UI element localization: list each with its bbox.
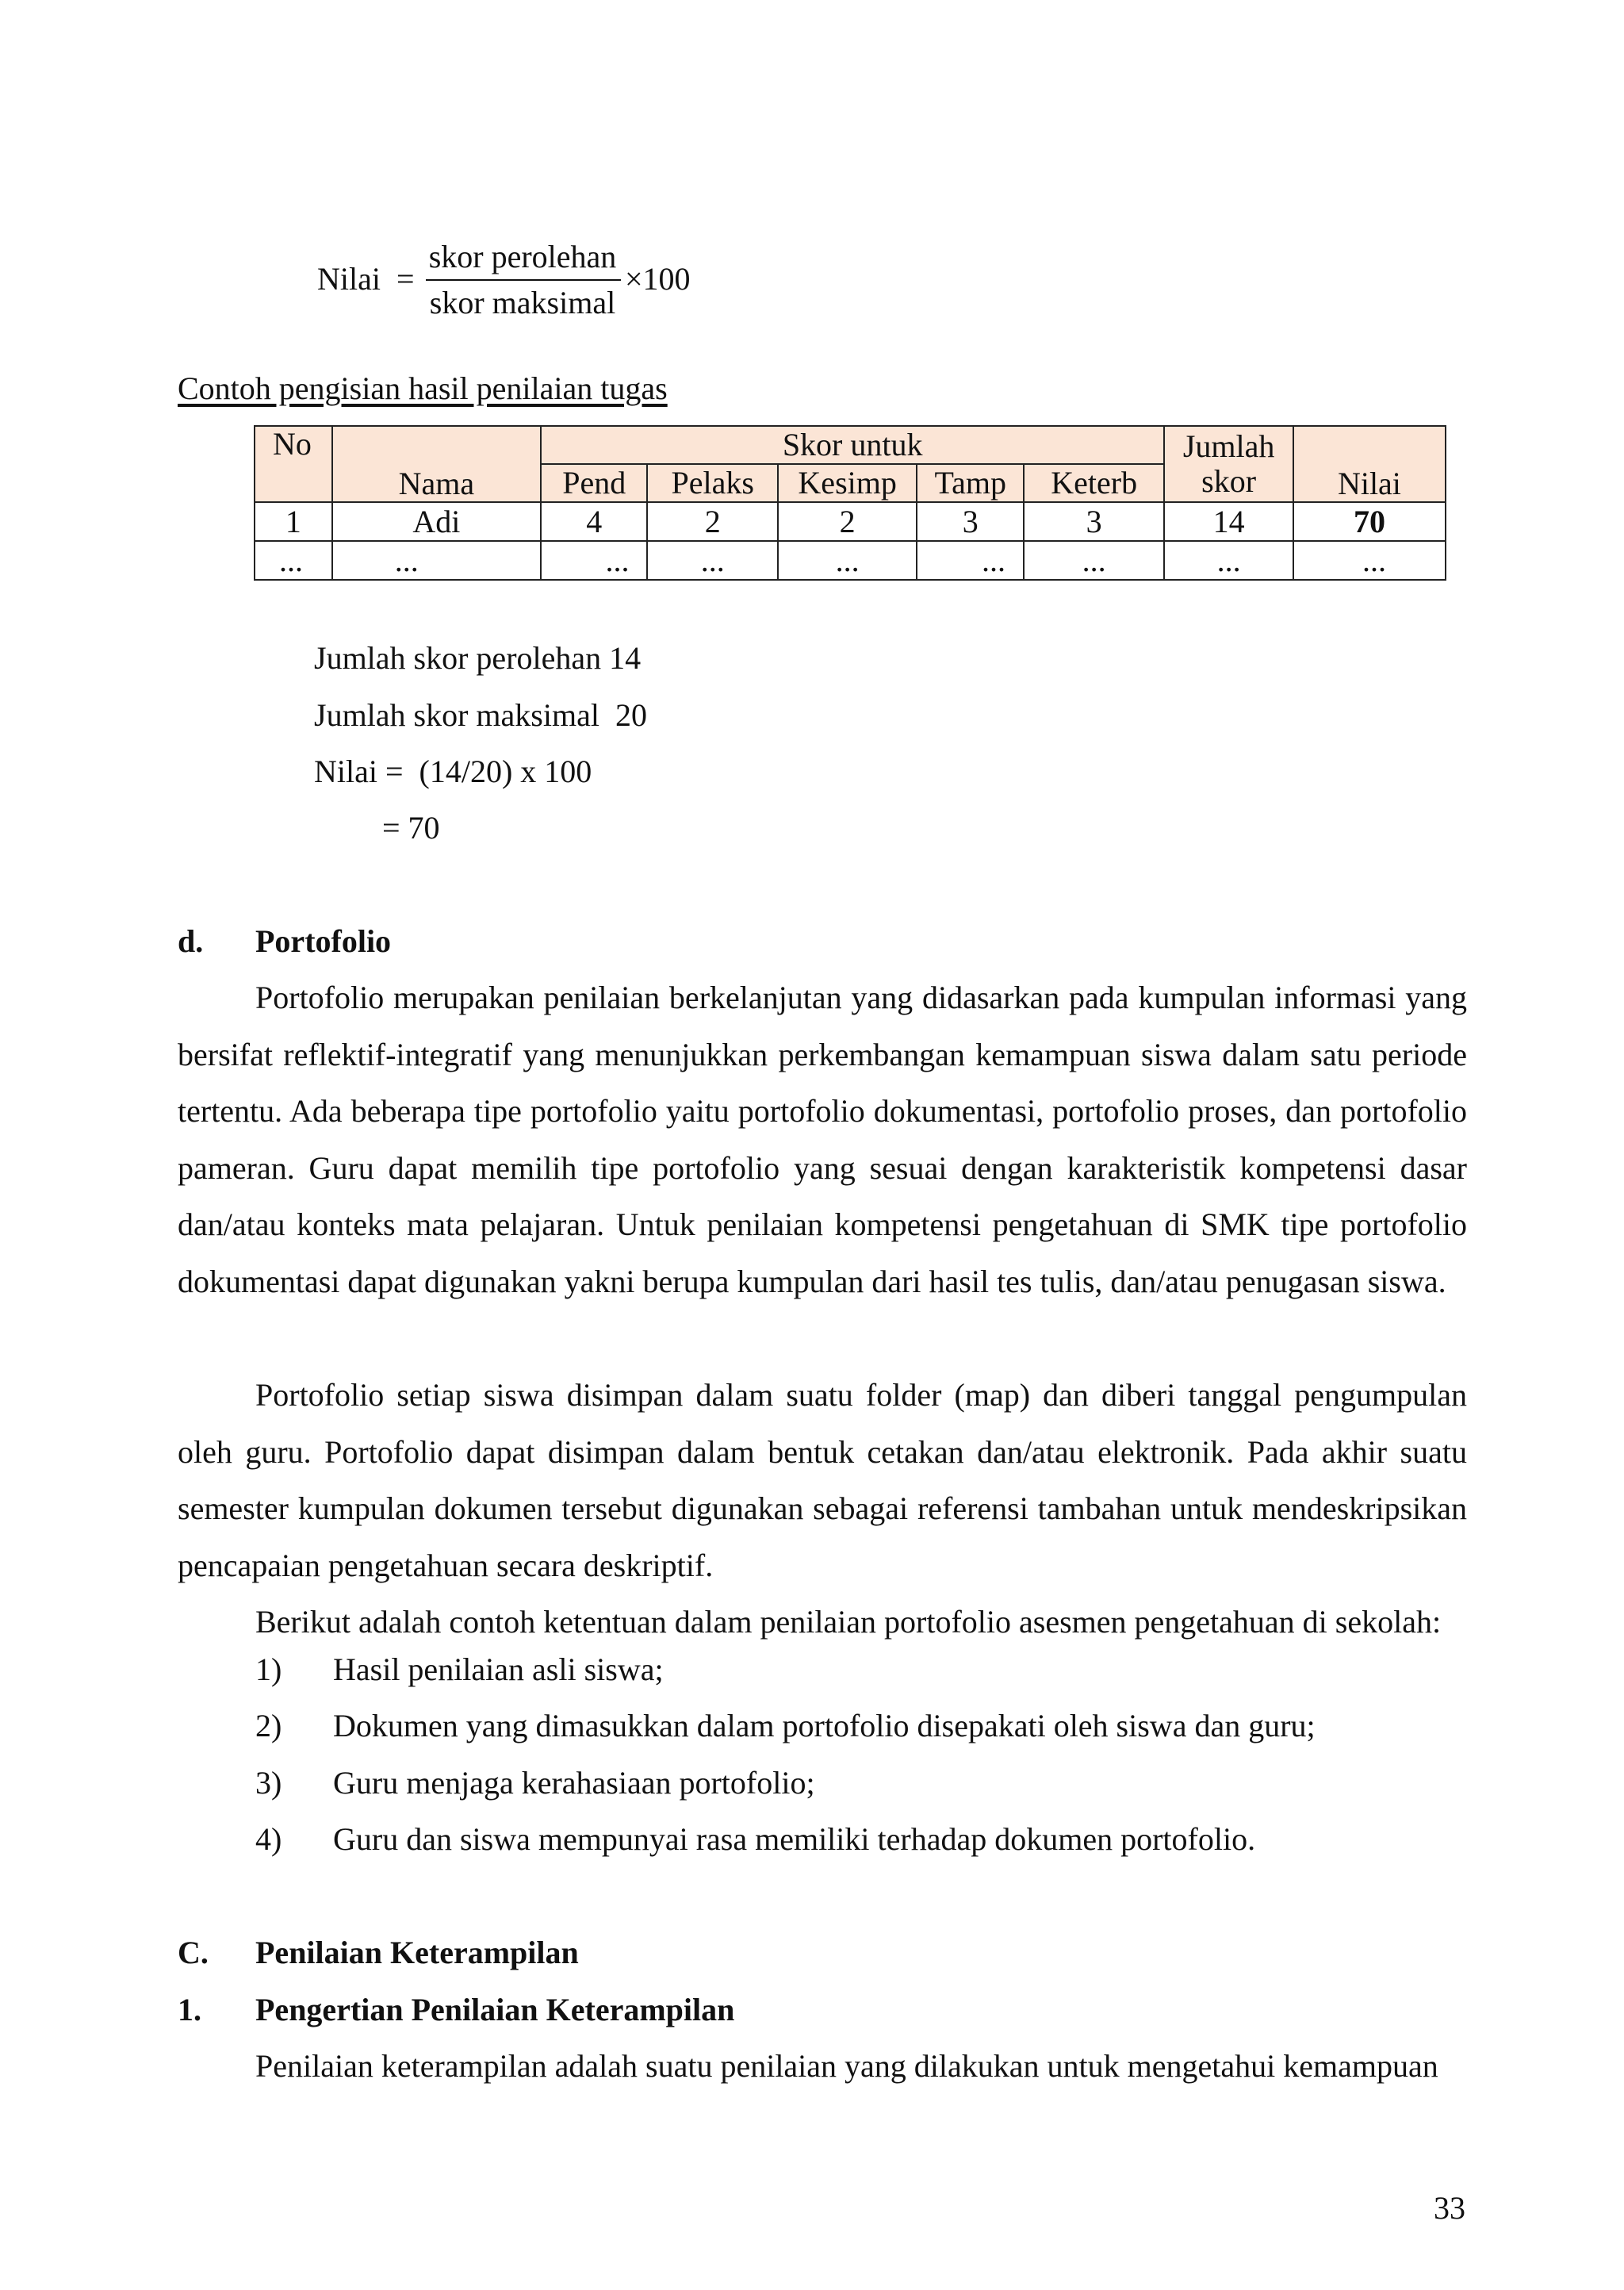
header-kesimp: Kesimp: [778, 464, 917, 502]
table-header-row: [255, 426, 1446, 464]
cell-no: ...: [255, 541, 332, 580]
header-nilai: Nilai: [1293, 426, 1446, 502]
header-nama: Nama: [332, 426, 541, 502]
header-jumlah-skor: Jumlah skor: [1164, 426, 1293, 502]
formula-denominator: skor maksimal: [429, 285, 616, 320]
formula-numerator: skor perolehan: [428, 239, 617, 274]
cell-nama: Adi: [332, 502, 541, 541]
section-label: C.: [178, 1935, 209, 1970]
section-label: 1.: [178, 1992, 201, 2027]
cell-pelaks: 2: [647, 502, 777, 541]
list-item: Guru menjaga kerahasiaan portofolio;: [333, 1765, 815, 1801]
calc-line: Jumlah skor perolehan 14: [314, 640, 642, 676]
section-title: Pengertian Penilaian Keterampilan: [255, 1992, 735, 2027]
cell-nama: ...: [332, 541, 541, 580]
paragraph: Berikut adalah contoh ketentuan dalam penilaian portofolio asesmen pengetahuan di sekolah:: [255, 1604, 1442, 1640]
calc-line: Nilai = (14/20) x 100: [314, 754, 592, 789]
list-number: 4): [255, 1821, 282, 1857]
list-number: 2): [255, 1708, 282, 1743]
fraction-bar: [426, 279, 621, 281]
cell-pelaks: ...: [647, 541, 777, 580]
header-skor-untuk: Skor untuk: [541, 426, 1164, 464]
table-row: [255, 541, 1446, 580]
cell-kesimp: 2: [778, 502, 917, 541]
score-table: [254, 425, 1446, 581]
header-no: No: [255, 426, 332, 502]
table-row: [255, 502, 1446, 541]
cell-nilai: ...: [1293, 541, 1446, 580]
page-number: 33: [1434, 2190, 1465, 2226]
cell-no: 1: [255, 502, 332, 541]
list-number: 3): [255, 1765, 282, 1801]
cell-jumlah: ...: [1164, 541, 1293, 580]
cell-kesimp: ...: [778, 541, 917, 580]
table-caption: Contoh pengisian hasil penilaian tugas: [178, 370, 668, 406]
list-item: Guru dan siswa mempunyai rasa memiliki terhadap dokumen portofolio.: [333, 1821, 1256, 1857]
cell-tamp: ...: [917, 541, 1024, 580]
cell-jumlah: 14: [1164, 502, 1293, 541]
paragraph: Penilaian keterampilan adalah suatu penilaian yang dilakukan untuk mengetahui kemampuan: [255, 2048, 1438, 2084]
calc-line: = 70: [382, 810, 440, 846]
header-pelaks: Pelaks: [647, 464, 777, 502]
section-title: Portofolio: [255, 923, 392, 959]
paragraph: Portofolio merupakan penilaian berkelanjutan yang didasarkan pada kumpulan informasi yang bersifat reflektif-integratif yang menunjukkan perkembangan kemampuan siswa dalam satu periode tertentu. Ada beberapa tipe portofolio yaitu portofolio dokumentasi, portofolio proses, dan portofolio pameran. Guru dapat memilih tipe portofolio yang sesuai dengan karakteristik kompetensi dasar dan/atau konteks mata pelajaran. Untuk penilaian kompetensi pengetahuan di SMK tipe portofolio dokumentasi dapat digunakan yakni berupa kumpulan dari hasil tes tulis, dan/atau penugasan siswa.: [178, 980, 1467, 1299]
formula-multiplier: ×100: [625, 261, 691, 297]
section-label: d.: [178, 923, 204, 959]
section-title: Penilaian Keterampilan: [255, 1935, 579, 1970]
cell-tamp: 3: [917, 502, 1024, 541]
cell-pend: ...: [541, 541, 647, 580]
header-pend: Pend: [541, 464, 647, 502]
cell-keterb: ...: [1024, 541, 1164, 580]
header-tamp: Tamp: [917, 464, 1024, 502]
list-item: Dokumen yang dimasukkan dalam portofolio disepakati oleh siswa dan guru;: [333, 1708, 1316, 1743]
paragraph: Portofolio setiap siswa disimpan dalam suatu folder (map) dan diberi tanggal pengumpulan oleh guru. Portofolio dapat disimpan dalam bentuk cetakan dan/atau elektronik. Pada akhir suatu semester kumpulan dokumen tersebut digunakan sebagai referensi tambahan untuk mendeskripsikan pencapaian pengetahuan secara deskriptif.: [178, 1377, 1467, 1583]
cell-pend: 4: [541, 502, 647, 541]
list-item: Hasil penilaian asli siswa;: [333, 1651, 664, 1687]
header-keterb: Keterb: [1024, 464, 1164, 502]
list-number: 1): [255, 1651, 282, 1687]
cell-keterb: 3: [1024, 502, 1164, 541]
formula-lhs: Nilai =: [317, 261, 415, 297]
cell-nilai: 70: [1293, 502, 1446, 541]
calc-line: Jumlah skor maksimal 20: [314, 697, 647, 733]
score-formula: [317, 238, 730, 333]
